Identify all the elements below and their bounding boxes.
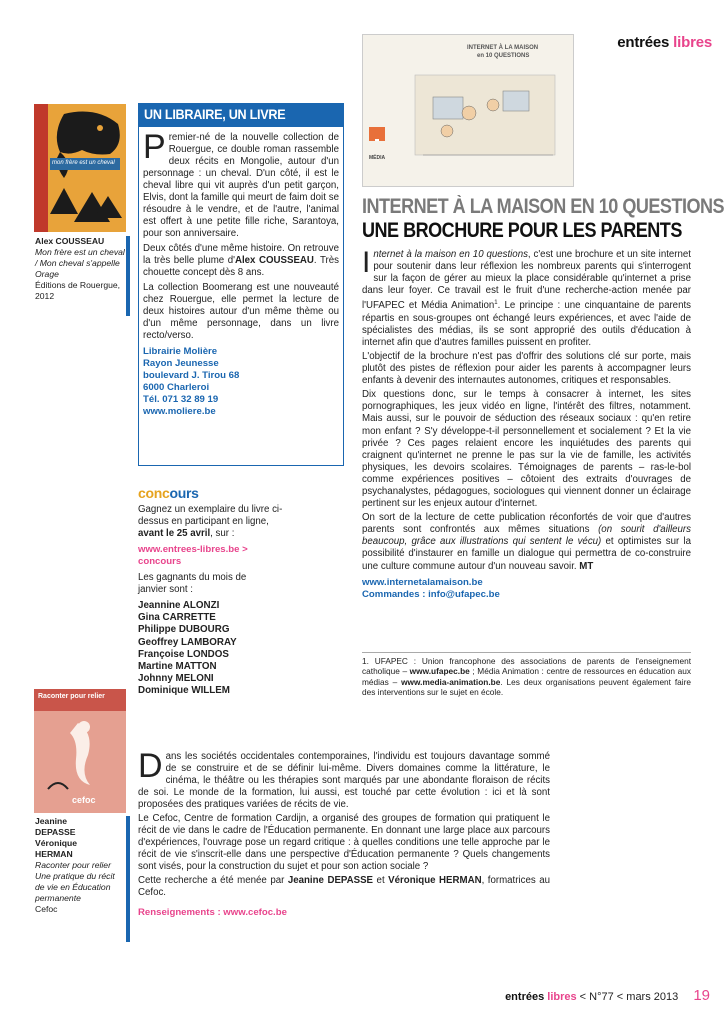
contact-line: boulevard J. Tirou 68 (143, 370, 240, 381)
contact-line: Rayon Jeunesse (143, 358, 219, 369)
dropcap-i: I (362, 246, 371, 279)
article-p1: Internet à la maison en 10 questions, c'est une brochure et un site internet pour soutenir dans leur réflexion les nombreux parents qui s'interrogent sur la façon de gérer au mieux la place considérable qu'internet a prise dans leur foyer. Ce travail est le fruit d'une recherche-action menée par l'UFAPEC et Média Animation$^1$. Le principe : une cinquantaine de parents répartis en sous-groupes ont échangé leurs expériences, et avec l'aide de spécialistes des médias, ils se sont approprié des outils d'éducation à internet afin que d'autres familles puissent en profiter. (362, 246, 691, 348)
winner: Jeannine ALONZI (138, 600, 220, 611)
book2-author: Véronique (35, 838, 78, 848)
footer-brand1: entrées (505, 991, 548, 1003)
book1-title: Mon frère est un cheval / Mon cheval s'appelle Orage (35, 247, 125, 279)
winner: Geoffrey LAMBORAY (138, 636, 237, 648)
libraire-p3: La collection Boomerang est une nouveauté chez Rouergue, elle permet la lecture de deux histoires autour d'un même thème ou d'un même personnage, dans un livre recto/verso. (143, 282, 339, 341)
cefoc-p1: Dans les sociétés occidentales contemporaines, l'individu est toujours davantage sommé de se construire et de se définir lui-même. Divers domaines comme la littérature, le cinéma, le théâtre ou les thérapies sont marqués par une abondante floraison de récits de soi. Le monde de la formation, lui aussi, est touché par cette évolution : ici et là sont proposées des pratiques variées de récits de vie. (138, 747, 550, 810)
article-order-link[interactable]: Commandes : info@ufapec.be (362, 588, 500, 600)
footnote-divider (362, 652, 691, 653)
winner: Gina CARRETTE (138, 612, 216, 624)
contact-phone: Tél. 071 32 89 19 (143, 394, 219, 405)
winner: Philippe DUBOURG (138, 624, 230, 636)
cover2-title: Raconter pour relier (38, 693, 105, 700)
caption-accent-bar (126, 236, 130, 316)
concours-link-sub[interactable]: concours (138, 556, 182, 567)
cefoc-p2: Le Cefoc, Centre de formation Cardijn, a organisé des groupes de formation qui pratiquent le récit de vie dans le cadre de l'Éducation permanente. En donnant une large place aux parcours d'expériences, l'ouvrage pose un regard critique : à quelles conditions une telle approche par le récit de vie s'inscrit-elle dans une perspective d'Éducation permanente ? Quels changements sont visés, pour la construction du sujet et pour son action sociale ? (138, 813, 550, 872)
article-p2: L'objectif de la brochure n'est pas d'offrir des solutions clé sur porte, mais plutôt des pistes de réflexion pour aider les parents à accompagner leurs enfants à devenir des internautes autonomes, critiques et responsables. (362, 350, 691, 387)
concours-link[interactable]: www.entrees-libres.be > (138, 544, 248, 555)
libraire-heading: UN LIBRAIRE, UN LIVRE (144, 106, 286, 122)
brochure-cover-image (362, 34, 574, 187)
libraire-contact (143, 346, 339, 418)
libraire-p2: Deux côtés d'une même histoire. On retrouve la très belle plume d'Alex COUSSEAU. Très chouette concept dès 8 ans. (143, 243, 339, 278)
libraire-text (143, 128, 339, 418)
page-number: 19 (693, 987, 710, 1004)
book2-title: Raconter pour relier (35, 860, 111, 870)
winner: Françoise LONDOS (138, 648, 229, 660)
article-body (362, 246, 691, 601)
cefoc-info-link[interactable]: Renseignements : www.cefoc.be (138, 907, 287, 918)
contact-website-link[interactable]: www.moliere.be (143, 406, 216, 417)
article-title: INTERNET À LA MAISON EN 10 QUESTIONS (362, 195, 724, 218)
book2-publisher: Cefoc (35, 904, 58, 914)
concours-heading: concours (138, 485, 199, 501)
concours-text (138, 504, 288, 698)
winners-list (138, 600, 288, 698)
dropcap-p: P (143, 128, 166, 166)
winner: Johnny MELONI (138, 673, 214, 685)
concours-intro: Gagnez un exemplaire du livre ci-dessus en participant en ligne, avant le 25 avril, sur : (138, 504, 283, 539)
hero-title-line2: en 10 QUESTIONS (477, 53, 530, 59)
magazine-brand (617, 34, 712, 51)
book2-author: HERMAN (35, 849, 73, 859)
dropcap-d: D (138, 747, 163, 785)
hero-logo: MÉDIA (369, 155, 386, 161)
cover2-logo: cefoc (72, 795, 96, 805)
footnote: 1. UFAPEC : Union francophone des associations de parents de l'enseignement catholique – www.ufapec.be ; Média Animation : centre de ressources en éducation aux médias – www.media-animation.be. Les deux organisations peuvent également faire des interventions sur le sujet en école. (362, 656, 691, 698)
article-p3: Dix questions donc, sur le temps à consacrer à internet, les sites pornographiques, les jeux vidéo en ligne, l'intérêt des filtres, notamment. Mais aussi, sur le pouvoir de séduction des réseaux sociaux : qu'en retire mon enfant ? S'y développe-t-il personnellement et socialement ? Et la vie privée ? Ces pages relaient encore les inquiétudes des parents qui craignent qu'internet ne prenne le pas sur la vie de famille, les activités physiques, les devoirs scolaires. Témoignages de parents – ras-le-bol comme expériences positives – côtoient des extraits d'ouvrages de psychanalystes, pédagogues, sociologues qui viennent donner un éclairage pertinent sur les enjeux autour d'internet. (362, 389, 691, 510)
book2-author: DEPASSE (35, 827, 76, 837)
cefoc-p3: Cette recherche a été menée par Jeanine DEPASSE et Véronique HERMAN, formatrices au Cefoc. (138, 875, 550, 898)
brand-part2: libres (673, 34, 712, 51)
horse-illustration (34, 104, 126, 232)
page-footer (505, 987, 710, 1004)
book2-author: Jeanine (35, 816, 68, 826)
article-subtitle: UNE BROCHURE POUR LES PARENTS (362, 219, 682, 242)
book-cover-raconter (34, 689, 126, 813)
cefoc-article (138, 747, 550, 919)
book1-publisher: Éditions de Rouergue, 2012 (35, 280, 121, 301)
winners-intro: Les gagnants du mois de janvier sont : (138, 572, 247, 595)
book1-author: Alex COUSSEAU (35, 236, 105, 246)
brochure-illustration (363, 35, 573, 186)
contact-line: Librairie Molière (143, 346, 218, 357)
winner: Martine MATTON (138, 661, 217, 673)
book2-caption (35, 816, 123, 915)
article-website-link[interactable]: www.internetalamaison.be (362, 576, 483, 588)
hero-title-line1: INTERNET À LA MAISON (467, 45, 539, 51)
article-p4: On sort de la lecture de cette publication réconfortés de voir que d'autres parents sont confrontés aux mêmes situations (on sourit d'ailleurs beaucoup, grâce aux illustrations qui sentent le vécu) et optimistes sur la possibilité d'instaurer en famille un dialogue qui permettra de co-construire une culture commune autour d'un nouveau savoir. MT (362, 512, 691, 572)
book-cover-mon-frere (34, 104, 126, 232)
winner: Dominique WILLEM (138, 685, 230, 697)
cover-title: mon frère est un cheval (52, 160, 115, 166)
book2-subtitle: Une pratique du récit de vie en Éducation permanente (35, 871, 115, 903)
footer-brand2: libres (547, 991, 577, 1003)
libraire-p1: Premier-né de la nouvelle collection de Rouergue, ce double roman rassemble deux récits en Mongolie, autour d'un personnage : un cheval. D'un côté, il est le cheval libre qui vit auprès d'un petit garçon, Elvis, dont la famille qui meurt de faim doit se résoudre à le vendre, et de l'autre, l'animal est offert à une petite fille riche, Sarantoya, pour son anniversaire. (143, 128, 339, 239)
contact-line: 6000 Charleroi (143, 382, 210, 393)
caption-accent-bar-2 (126, 816, 130, 942)
book1-caption (35, 236, 125, 302)
brand-part1: entrées (617, 34, 674, 51)
footer-issue: < N°77 < mars 2013 (576, 991, 679, 1003)
